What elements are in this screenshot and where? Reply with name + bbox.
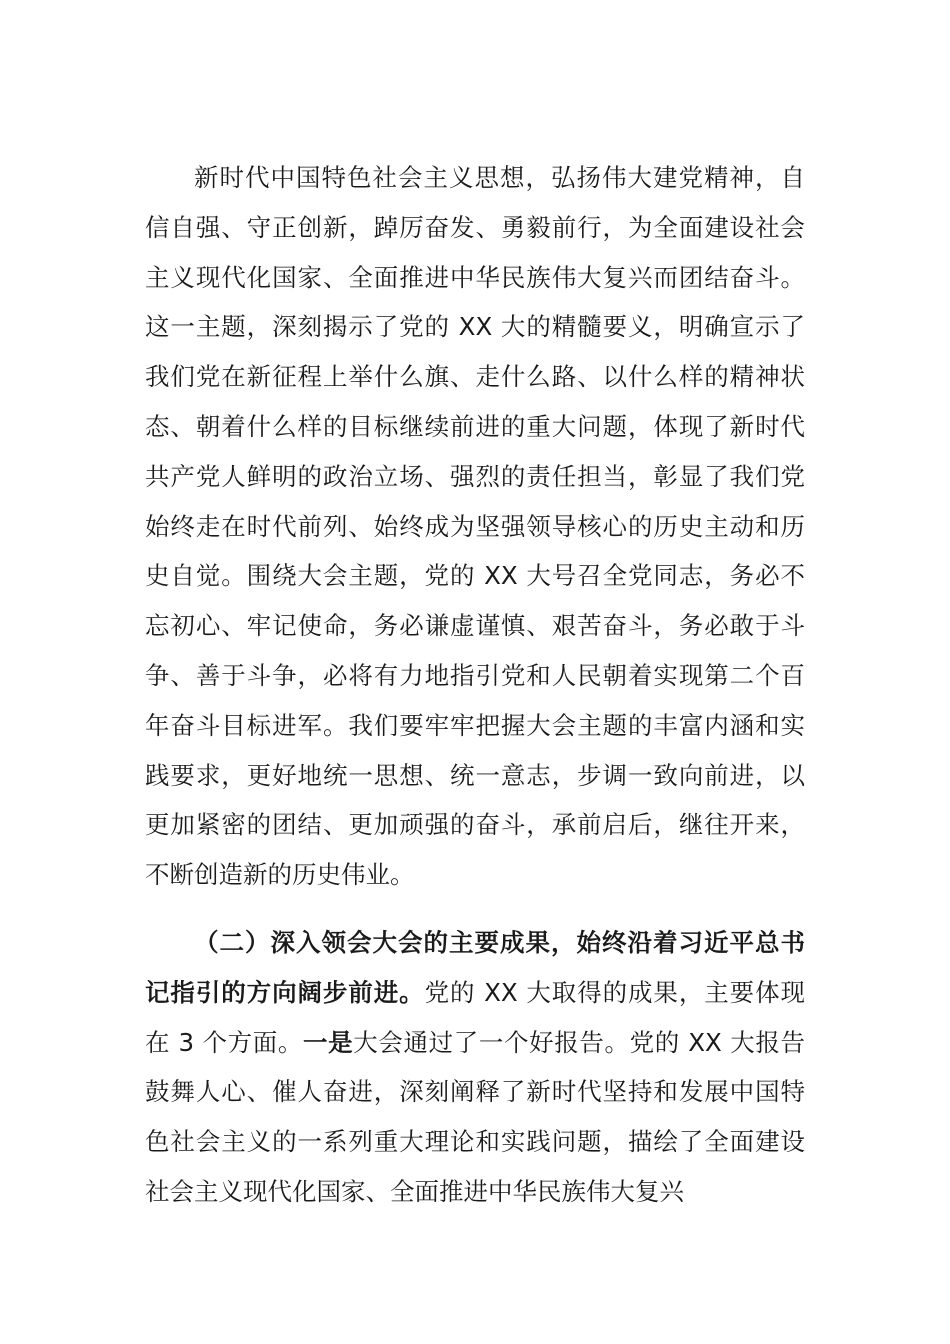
paragraph-2-text-a: 党的 XX 大取得的成果，主要体现在 3 个方面。 — [145, 977, 805, 1057]
paragraph-2-text-b: 大会通过了一个好报告。党的 XX 大报告鼓舞人心、催人奋进，深刻阐释了新时代坚持和发展中国特色社会主义的一系列重大理论和实践问题，描绘了全面建设社会主义现代化国家、全面推进中华民族伟大复兴 — [145, 1027, 805, 1206]
document-page — [145, 153, 805, 1217]
body-paragraph-2 — [145, 918, 805, 1217]
emphasis-first: 一是 — [303, 1027, 354, 1057]
body-paragraph-1: 新时代中国特色社会主义思想，弘扬伟大建党精神，自信自强、守正创新，踔厉奋发、勇毅前行，为全面建设社会主义现代化国家、全面推进中华民族伟大复兴而团结奋斗。这一主题，深刻揭示了党的 XX 大的精髓要义，明确宣示了我们党在新征程上举什么旗、走什么路、以什么样的精神状态、朝着什么样的目标继续前进的重大问题，体现了新时代共产党人鲜明的政治立场、强烈的责任担当，彰显了我们党始终走在时代前列、始终成为坚强领导核心的历史主动和历史自觉。围绕大会主题，党的 XX 大号召全党同志，务必不忘初心、牢记使命，务必谦虚谨慎、艰苦奋斗，务必敢于斗争、善于斗争，必将有力地指引党和人民朝着实现第二个百年奋斗目标进军。我们要牢牢把握大会主题的丰富内涵和实践要求，更好地统一思想、统一意志，步调一致向前进，以更加紧密的团结、更加顽强的奋斗，承前启后，继往开来，不断创造新的历史伟业。 — [145, 163, 805, 890]
section-heading: （二）深入领会大会的主要成果，始终沿着习近平总书记指引的方向阔步前进。 — [145, 927, 805, 1007]
